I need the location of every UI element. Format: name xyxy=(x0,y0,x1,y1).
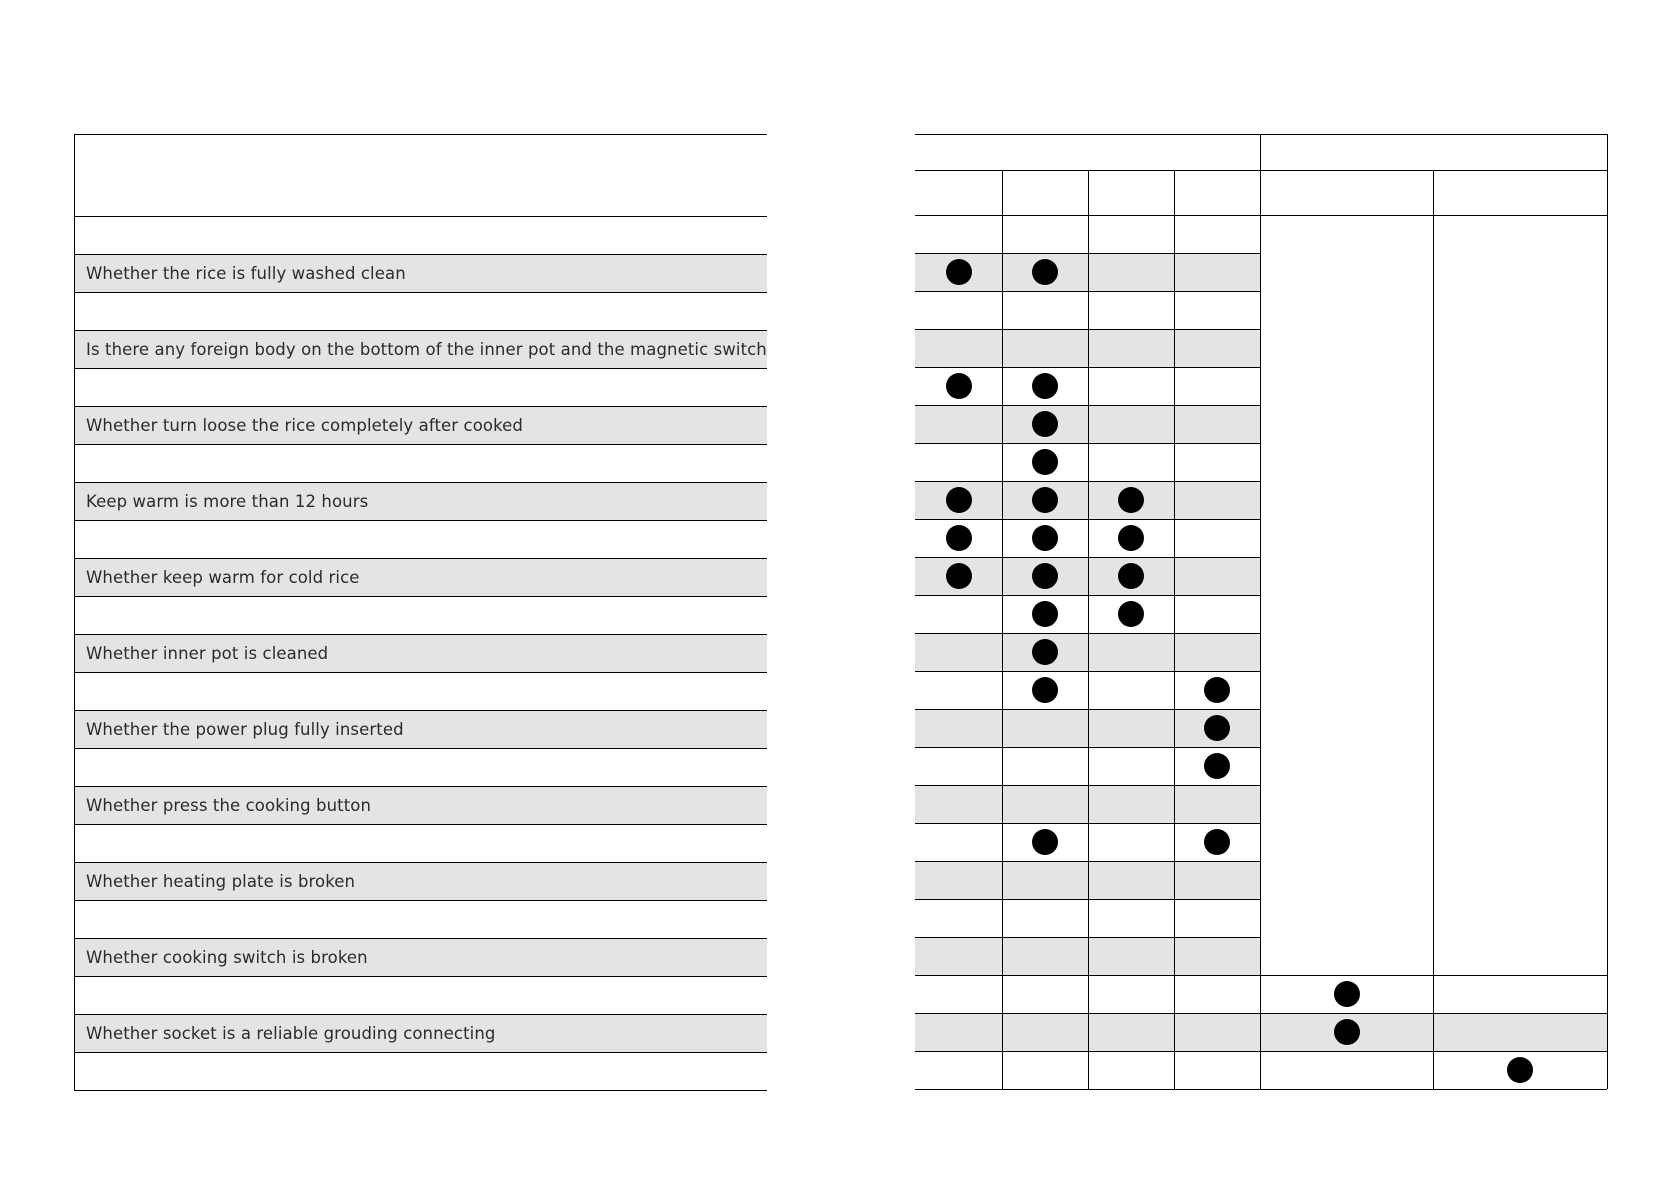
checklist-row xyxy=(75,901,767,939)
matrix-dot-marker xyxy=(946,525,972,551)
checklist-row xyxy=(75,293,767,331)
checklist-row xyxy=(75,559,767,597)
matrix-dot-marker xyxy=(1204,753,1230,779)
matrix-top-border xyxy=(915,134,1607,135)
matrix-col-line xyxy=(1002,170,1003,1089)
matrix-dot-marker xyxy=(1032,639,1058,665)
checklist-row xyxy=(75,255,767,293)
matrix-dot-marker xyxy=(1032,487,1058,513)
symptom-matrix xyxy=(915,134,1607,1100)
matrix-col-line xyxy=(1433,170,1434,1089)
matrix-dot-marker xyxy=(1032,563,1058,589)
matrix-dot-marker xyxy=(1204,829,1230,855)
matrix-dot-marker xyxy=(1032,677,1058,703)
checklist-row-label: Whether the power plug fully inserted xyxy=(86,720,404,739)
checklist-row xyxy=(75,597,767,635)
checklist-row-label: Whether keep warm for cold rice xyxy=(86,568,360,587)
matrix-dot-marker xyxy=(946,373,972,399)
matrix-right-border xyxy=(1607,134,1608,1089)
checklist-header xyxy=(75,135,767,217)
matrix-dot-marker xyxy=(1032,411,1058,437)
checklist-row xyxy=(75,787,767,825)
checklist-row xyxy=(75,977,767,1015)
matrix-row-line xyxy=(915,1051,1607,1052)
matrix-col-line xyxy=(1088,170,1089,1089)
matrix-dot-marker xyxy=(946,563,972,589)
checklist-row xyxy=(75,407,767,445)
checklist-row xyxy=(75,1053,767,1091)
matrix-group-header-line xyxy=(915,170,1607,171)
matrix-dot-marker xyxy=(1507,1057,1533,1083)
checklist-row xyxy=(75,749,767,787)
checklist-row xyxy=(75,1015,767,1053)
checklist-row-label: Whether socket is a reliable grouding connecting xyxy=(86,1024,496,1043)
matrix-row-line xyxy=(915,1013,1607,1014)
checklist-row-label: Whether cooking switch is broken xyxy=(86,948,368,967)
matrix-row-line xyxy=(915,1089,1607,1090)
matrix-dot-marker xyxy=(946,259,972,285)
matrix-dot-marker xyxy=(1032,373,1058,399)
checklist-row xyxy=(75,217,767,255)
matrix-header-bottom xyxy=(915,215,1607,216)
matrix-col-line xyxy=(1174,170,1175,1089)
checklist-table xyxy=(74,134,767,1091)
matrix-dot-marker xyxy=(1118,487,1144,513)
matrix-row-shade xyxy=(915,1013,1607,1051)
matrix-dot-marker xyxy=(1032,449,1058,475)
checklist-row-label: Whether heating plate is broken xyxy=(86,872,356,891)
matrix-dot-marker xyxy=(1032,525,1058,551)
checklist-row xyxy=(75,711,767,749)
matrix-dot-marker xyxy=(1334,1019,1360,1045)
checklist-row-label: Is there any foreign body on the bottom of the inner pot and the magnetic switch xyxy=(86,340,767,359)
checklist-row xyxy=(75,673,767,711)
matrix-dot-marker xyxy=(1118,563,1144,589)
checklist-row xyxy=(75,331,767,369)
checklist-row-label: Whether press the cooking button xyxy=(86,796,372,815)
matrix-dot-marker xyxy=(1334,981,1360,1007)
checklist-row xyxy=(75,825,767,863)
matrix-group-divider xyxy=(1260,134,1261,1089)
matrix-dot-marker xyxy=(1118,525,1144,551)
matrix-dot-marker xyxy=(1118,601,1144,627)
checklist-row xyxy=(75,445,767,483)
checklist-row xyxy=(75,369,767,407)
checklist-row xyxy=(75,483,767,521)
checklist-row xyxy=(75,635,767,673)
checklist-row xyxy=(75,863,767,901)
matrix-dot-marker xyxy=(1204,715,1230,741)
matrix-dot-marker xyxy=(1204,677,1230,703)
matrix-dot-marker xyxy=(946,487,972,513)
matrix-dot-marker xyxy=(1032,259,1058,285)
checklist-row-label: Whether the rice is fully washed clean xyxy=(86,264,406,283)
checklist-row-label: Keep warm is more than 12 hours xyxy=(86,492,369,511)
checklist-row xyxy=(75,521,767,559)
matrix-dot-marker xyxy=(1032,829,1058,855)
checklist-row xyxy=(75,939,767,977)
checklist-row-label: Whether turn loose the rice completely after cooked xyxy=(86,416,523,435)
matrix-dot-marker xyxy=(1032,601,1058,627)
checklist-row-label: Whether inner pot is cleaned xyxy=(86,644,329,663)
